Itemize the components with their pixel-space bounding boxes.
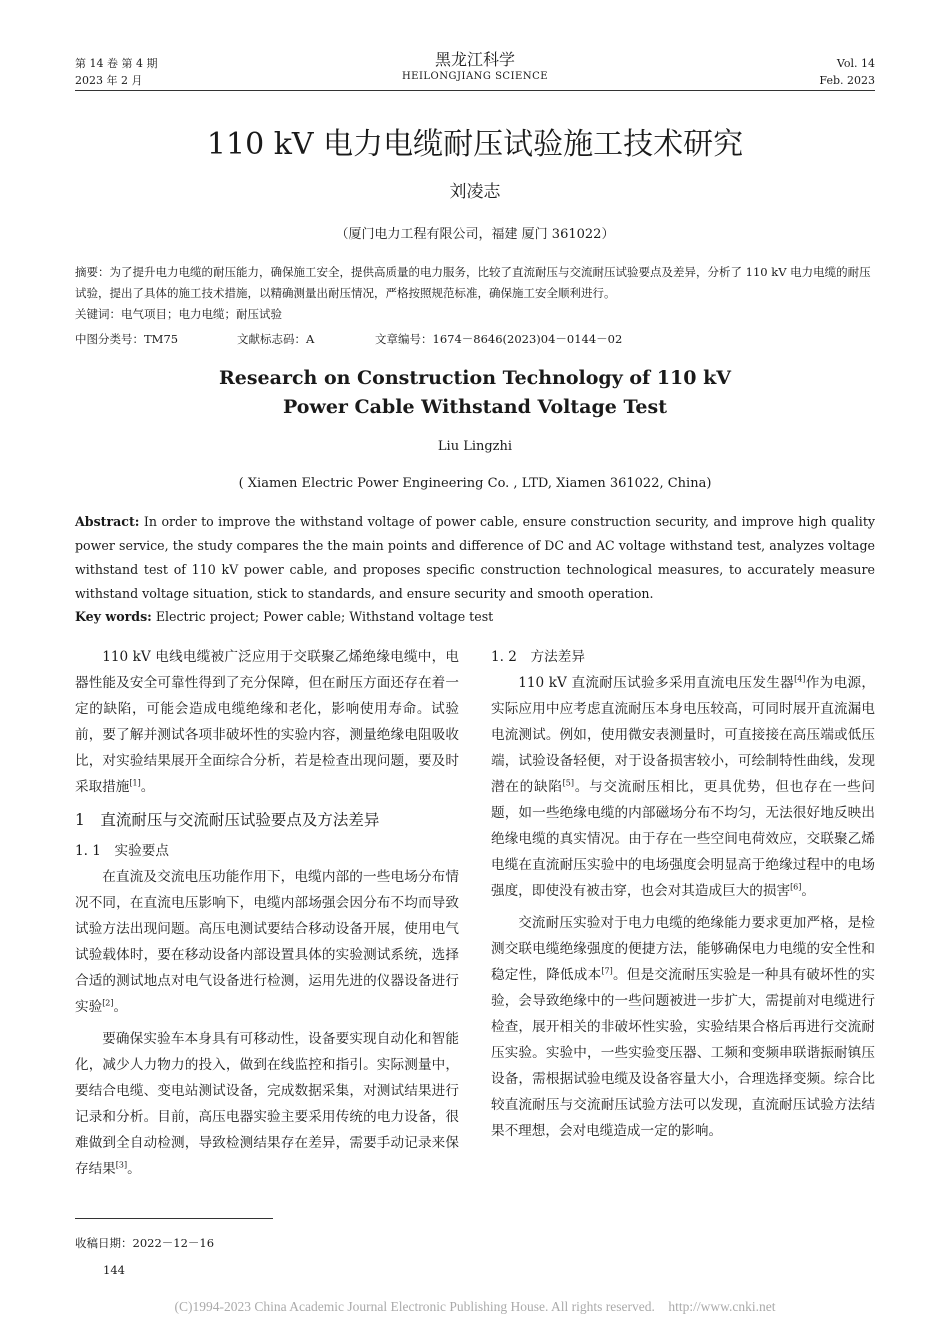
body-column-right [491, 644, 875, 1144]
volume-issue: 第 14 卷 第 4 期 [75, 57, 158, 70]
paragraph-1-1-b [75, 1026, 459, 1182]
citation-5: [5] [562, 778, 575, 788]
paragraph-1-1-a [75, 864, 459, 1020]
paragraph-1-2-a [491, 670, 875, 904]
affiliation-en: ( Xiamen Electric Power Engineering Co. , LTD, Xiamen 361022, China) [238, 476, 712, 491]
intro-end: 。 [140, 779, 155, 795]
copyright-footer: (C)1994-2023 China Academic Journal Electronic Publishing House. All rights reserved. http://www.cnki.net [174, 1299, 776, 1314]
p1c-end: 。 [801, 883, 815, 899]
title-en-line2: Power Cable Withstand Voltage Test [283, 396, 667, 418]
abstract-zh-paragraph [75, 262, 875, 304]
volume-en: Vol. 14 [836, 57, 875, 70]
p1-text: 在直流及交流电压功能作用下，电缆内部的一些电场分布情况不同，在直流电压影响下，电缆内部场强会因分布不均而导致试验方法出现问题。高压电测试要结合移动设备开展，使用电气试验载体时，要在移动设备内部设置具体的实验测试系统，选择合适的测试地点对电气设备进行检测，运用先进的仪器设备进行实验 [75, 869, 459, 1015]
author-en: Liu Lingzhi [437, 439, 513, 454]
abstract-zh [75, 262, 875, 325]
p2-end: 。 [127, 1161, 141, 1177]
title-en-line1: Research on Construction Technology of 110 kV [218, 367, 732, 389]
header-center [0, 50, 950, 84]
keywords-zh-paragraph [75, 304, 875, 325]
p1b-text: 作为电源，实际应用中应考虑直流耐压本身电压较高，可同时展开直流漏电电流测试。例如，使用微安表测量时，可直接接在高压端或低压端，试验设备轻便，对于设备损害较小，可绘制特性曲线，发现潜在的缺陷 [491, 675, 875, 795]
header-right [819, 55, 875, 89]
abstract-en [75, 510, 875, 606]
issue-date-zh: 2023 年 2 月 [75, 74, 143, 87]
keywords-en-text: Electric project; Power cable; Withstand voltage test [151, 609, 494, 624]
p1a-text: 110 kV 直流耐压试验多采用直流电压发生器 [518, 675, 795, 691]
subsection-1-2-heading: 1. 2 方法差异 [491, 649, 585, 665]
paper-title-en [0, 364, 950, 422]
footnote-rule [75, 1218, 273, 1219]
abstract-zh-text: 为了提升电力电缆的耐压能力，确保施工安全，提供高质量的电力服务，比较了直流耐压与交流耐压试验要点及差异，分析了 110 kV 电力电缆的耐压试验，提出了具体的施工技术措施，以精确测量出耐压情况，严格按照规范标准，确保施工安全顺利进行。 [75, 265, 871, 300]
section-1-heading: 1 直流耐压与交流耐压试验要点及方法差异 [75, 811, 380, 829]
keywords-en [75, 606, 875, 628]
citation-3: [3] [115, 1160, 128, 1170]
abstract-en-text: In order to improve the withstand voltage of power cable, ensure construction security, and improve high quality power service, the study compares the the main points and difference of DC and AC voltage withstand test, analyzes voltage withstand test of 110 kV power cable, and proposes specific construction technological measures, to accurately measure withstand voltage situation, stick to standards, and ensure security and smooth operation. [75, 514, 875, 601]
p2a-text: 交流耐压实验对于电力电缆的绝缘能力要求更加严格，是检测交联电缆绝缘强度的便捷方法，能够确保电力电缆的安全性和稳定性，降低成本 [491, 915, 875, 983]
abstract-en-label: Abstract: [75, 514, 140, 529]
page-number: 144 [103, 1263, 125, 1277]
paragraph-1-2-b [491, 910, 875, 1144]
p2b-text: 。但是交流耐压实验是一种具有破坏性的实验，会导致绝缘中的一些问题被进一步扩大，需提前对电缆进行检查，展开相关的非破坏性实验，实验结果合格后再进行交流耐压实验。实验中，一些实验变压器、工频和变频串联谐振耐镇压设备，需根据试验电缆及设备容量大小，合理选择变频。综合比较直流耐压与交流耐压试验方法可以发现，直流耐压试验方法结果不理想，会对电缆造成一定的影响。 [491, 967, 876, 1139]
p1c-text: 。与交流耐压相比，更具优势，但也存在一些问题，如一些绝缘电缆的内部磁场分布不均匀，无法很好地反映出绝缘电缆的真实情况。由于存在一些空间电荷效应，交联聚乙烯电缆在直流耐压实验中的电场强度会明显高于绝缘过程中的电场强度，即使没有被击穿，也会对其造成巨大的损害 [491, 779, 876, 899]
paper-title-zh: 110 kV 电力电缆耐压试验施工技术研究 [206, 127, 744, 162]
citation-7: [7] [601, 966, 613, 976]
abstract-zh-label: 摘要： [75, 265, 110, 279]
classification-line [75, 329, 875, 349]
clc-number: 中图分类号：TM75 [75, 332, 179, 346]
intro-paragraph [75, 644, 459, 800]
intro-text: 110 kV 电线电缆被广泛应用于交联聚乙烯绝缘电缆中，电器性能及安全可靠性得到了充分保障，但在耐压方面还存在着一定的缺陷，可能会造成电缆绝缘和老化，影响使用寿命。试验前，要了解并测试各项非破坏性的实验内容，测量绝缘电阻吸收比，对实验结果展开全面综合分析，若是检查出现问题，要及时采取措施 [75, 649, 459, 795]
subsection-1-1-heading: 1. 1 实验要点 [75, 843, 169, 859]
header-rule [75, 90, 875, 91]
citation-4: [4] [794, 674, 806, 684]
body-column-left [75, 644, 459, 1182]
keywords-zh-text: 电气项目；电力电缆；耐压试验 [121, 307, 282, 321]
article-number: 文章编号：1674－8646(2023)04－0144－02 [375, 332, 623, 346]
p1-end: 。 [113, 999, 128, 1015]
issue-date-en: Feb. 2023 [819, 74, 875, 87]
affiliation-zh: （厦门电力工程有限公司，福建 厦门 361022） [335, 227, 615, 242]
p2-text: 要确保实验车本身具有可移动性，设备要实现自动化和智能化，减少人力物力的投入，做到在线监控和指引。实际测量中，要结合电缆、变电站测试设备，完成数据采集，对测试结果进行记录和分析。目前，高压电器实验主要采用传统的电力设备，很难做到全自动检测，导致检测结果存在差异，需要手动记录来保存结果 [75, 1031, 459, 1177]
journal-name-zh: 黑龙江科学 [434, 50, 515, 69]
journal-name-en: HEILONGJIANG SCIENCE [401, 71, 549, 82]
citation-1: [1] [129, 778, 141, 788]
citation-6: [6] [790, 882, 802, 892]
received-date: 收稿日期：2022－12－16 [75, 1236, 215, 1250]
document-code: 文献标志码：A [237, 332, 315, 346]
citation-2: [2] [102, 998, 114, 1008]
keywords-zh-label: 关键词： [75, 307, 121, 321]
author-zh: 刘凌志 [449, 182, 501, 202]
keywords-en-label: Key words: [75, 609, 152, 624]
